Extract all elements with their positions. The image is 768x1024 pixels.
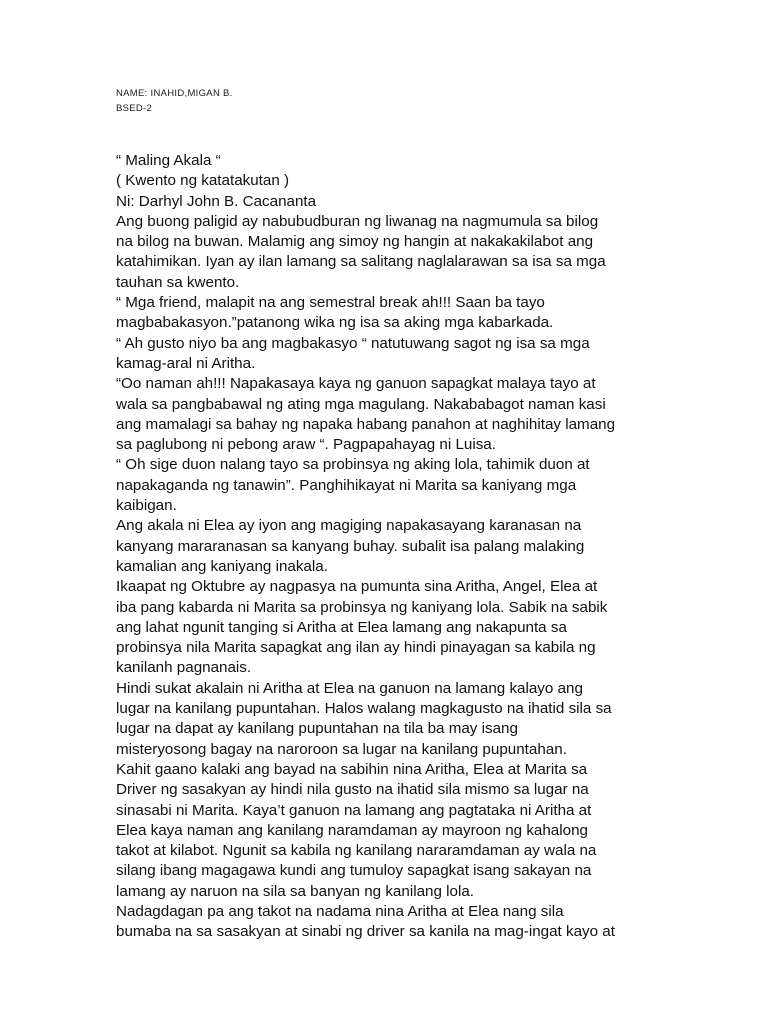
text-line: Driver ng sasakyan ay hindi nila gusto na ihatid sila mismo sa lugar na <box>116 781 589 799</box>
text-line: “ Oh sige duon nalang tayo sa probinsya ng aking lola, tahimik duon at <box>116 456 590 474</box>
text-line: Ang buong paligid ay nabubudburan ng liwanag na nagmumula sa bilog <box>116 212 599 230</box>
text-line: “Oo naman ah!!! Napakasaya kaya ng ganuon sapagkat malaya tayo at <box>116 375 596 393</box>
text-line: sa paglubong ni pebong araw “. Pagpapahayag ni Luisa. <box>116 436 496 454</box>
text-line: ang mamalagi sa bahay ng napaka habang panahon at naghihitay lamang <box>116 415 616 433</box>
text-line: “ Ah gusto niyo ba ang magbakasyo “ natutuwang sagot ng isa sa mga <box>116 334 590 352</box>
student-header <box>116 86 233 116</box>
text-line: kanyang mararanasan sa kanyang buhay. subalit isa palang malaking <box>116 537 585 555</box>
text-line: tauhan sa kwento. <box>116 273 240 291</box>
student-course-line: BSED-2 <box>116 103 153 114</box>
student-name-line: NAME: INAHID,MIGAN B. <box>116 88 233 99</box>
text-line: ang lahat ngunit tanging si Aritha at Elea lamang ang nakapunta sa <box>116 618 567 636</box>
text-line: wala sa pangbabawal ng ating mga magulang. Nakababagot naman kasi <box>116 395 606 413</box>
text-line: lugar na kanilang pupuntahan. Halos walang magkagusto na ihatid sila sa <box>116 700 612 718</box>
text-line: magbabakasyon.”patanong wika ng isa sa aking mga kabarkada. <box>116 314 554 332</box>
text-line: iba pang kabarda ni Marita sa probinsya ng kaniyang lola. Sabik na sabik <box>116 598 608 616</box>
text-line: kaibigan. <box>116 497 177 515</box>
text-line: takot at kilabot. Ngunit sa kabila ng kanilang nararamdaman ay wala na <box>116 842 597 860</box>
text-line: “ Mga friend, malapit na ang semestral break ah!!! Saan ba tayo <box>116 294 545 312</box>
text-line: sinasabi ni Marita. Kaya’t ganuon na lamang ang pagtataka ni Aritha at <box>116 801 592 819</box>
text-line: Ikaapat ng Oktubre ay nagpasya na pumunta sina Aritha, Angel, Elea at <box>116 578 598 596</box>
text-line: lamang ay naruon na sila sa banyan ng kanilang lola. <box>116 882 474 900</box>
text-line: kanilanh pagnanais. <box>116 659 252 677</box>
text-line: napakaganda ng tanawin”. Panghihikayat ni Marita sa kaniyang mga <box>116 476 577 494</box>
text-line: Hindi sukat akalain ni Aritha at Elea na ganuon na lamang kalayo ang <box>116 679 583 697</box>
story-author: Ni: Darhyl John B. Cacananta <box>116 192 317 210</box>
text-line: na bilog na buwan. Malamig ang simoy ng hangin at nakakakilabot ang <box>116 233 594 251</box>
text-line: Nadagdagan pa ang takot na nadama nina Aritha at Elea nang sila <box>116 902 564 920</box>
text-line: probinsya nila Marita sapagkat ang ilan ay hindi pinayagan sa kabila ng <box>116 639 596 657</box>
text-line: silang ibang magagawa kundi ang tumuloy sapagkat isang sakayan na <box>116 862 592 880</box>
text-line: misteryosong bagay na naroroon sa lugar na kanilang pupuntahan. <box>116 740 567 758</box>
story-title: “ Maling Akala “ <box>116 152 221 169</box>
text-line: Ang akala ni Elea ay iyon ang magiging napakasayang karanasan na <box>116 517 582 535</box>
story-body <box>116 151 661 943</box>
text-line: kamag-aral ni Aritha. <box>116 354 256 372</box>
text-line: katahimikan. Iyan ay ilan lamang sa salitang naglalarawan sa isa sa mga <box>116 253 606 271</box>
text-line: Elea kaya naman ang kanilang naramdaman ay mayroon ng kahalong <box>116 821 588 839</box>
text-line: Kahit gaano kalaki ang bayad na sabihin nina Aritha, Elea at Marita sa <box>116 760 588 778</box>
text-line: lugar na dapat ay kanilang pupuntahan na tila ba may isang <box>116 720 518 738</box>
text-line: kamalian ang kaniyang inakala. <box>116 557 328 575</box>
text-line: bumaba na sa sasakyan at sinabi ng driver sa kanila na mag-ingat kayo at <box>116 923 615 941</box>
story-genre: ( Kwento ng katatakutan ) <box>116 172 290 190</box>
